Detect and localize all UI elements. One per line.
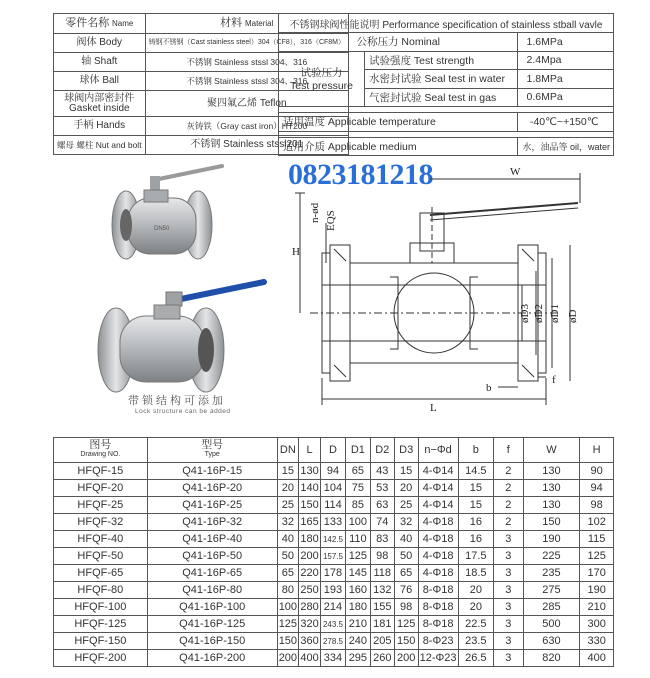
cell-d: 214 xyxy=(321,599,346,616)
header-type-cn: 型号 xyxy=(201,439,224,451)
cell-b: 23.5 xyxy=(458,633,494,650)
table-row xyxy=(54,497,614,514)
dimensions-header-row xyxy=(54,438,614,463)
cell-drawing-no: HFQF-150 xyxy=(54,633,148,650)
table-row xyxy=(54,599,614,616)
header-d1: D1 xyxy=(345,438,370,463)
cell-nd: 4-Φ14 xyxy=(418,497,458,514)
header-d3: D3 xyxy=(394,438,418,463)
dimensions-table xyxy=(53,437,614,667)
cell-d3: 150 xyxy=(394,633,418,650)
svg-text:DN50: DN50 xyxy=(154,226,170,232)
cell-nd: 8-Φ18 xyxy=(418,582,458,599)
header-type xyxy=(147,438,277,463)
valve-section-drawing xyxy=(290,163,610,415)
cell-dn: 20 xyxy=(277,480,298,497)
cell-d3: 98 xyxy=(394,599,418,616)
performance-table xyxy=(278,13,614,156)
header-f: f xyxy=(494,438,523,463)
temperature-value: -40℃~+150℃ xyxy=(518,113,614,132)
cell-l: 200 xyxy=(299,548,321,565)
performance-title: 不锈钢球阀性能说明 Performance specification of stainless stball vavle xyxy=(279,14,614,33)
cell-b: 26.5 xyxy=(458,650,494,667)
cell-dn: 40 xyxy=(277,531,298,548)
temperature-label: 适用温度 Applicable temperature xyxy=(279,113,518,132)
test-pressure-cn: 试验压力 xyxy=(300,67,343,80)
cell-d3: 200 xyxy=(394,650,418,667)
performance-row xyxy=(279,113,614,132)
cell-d3: 125 xyxy=(394,616,418,633)
header-b: b xyxy=(458,438,494,463)
materials-header-part xyxy=(54,14,146,34)
header-part-en: Name xyxy=(112,19,134,28)
cell-type: Q41-16P-125 xyxy=(147,616,277,633)
cell-h: 115 xyxy=(580,531,614,548)
materials-part: 球体 Ball xyxy=(54,72,146,91)
materials-material: 不锈钢 Stainless stssl201 xyxy=(145,136,348,155)
materials-part: 螺母 螺柱 Nut and bolt xyxy=(54,136,146,155)
cell-type: Q41-16P-25 xyxy=(147,497,277,514)
table-row xyxy=(54,616,614,633)
cell-w: 235 xyxy=(523,565,580,582)
header-part-cn: 零件名称 xyxy=(65,17,110,29)
materials-part-line2: Gasket inside xyxy=(68,102,130,114)
cell-l: 320 xyxy=(299,616,321,633)
table-row xyxy=(54,565,614,582)
cell-l: 140 xyxy=(299,480,321,497)
cell-h: 330 xyxy=(580,633,614,650)
cell-d2: 118 xyxy=(370,565,394,582)
cell-h: 90 xyxy=(580,463,614,480)
cell-type: Q41-16P-32 xyxy=(147,514,277,531)
dimensions-body xyxy=(54,463,614,667)
cell-h: 170 xyxy=(580,565,614,582)
cell-d: 178 xyxy=(321,565,346,582)
test-pressure-en: Test pressure xyxy=(289,80,354,93)
cell-d: 133 xyxy=(321,514,346,531)
cell-drawing-no: HFQF-200 xyxy=(54,650,148,667)
test-item-label: 气密封试验 Seal test in gas xyxy=(365,88,518,107)
cell-nd: 4-Φ18 xyxy=(418,565,458,582)
cell-dn: 80 xyxy=(277,582,298,599)
header-drawing-no-cn: 图号 xyxy=(89,439,112,451)
materials-material: 铸钢不锈钢（Cast stainless steel）304（CF8），316（CF8M） xyxy=(145,34,348,53)
cell-b: 15 xyxy=(458,480,494,497)
cell-dn: 200 xyxy=(277,650,298,667)
materials-part: 轴 Shaft xyxy=(54,53,146,72)
cell-drawing-no: HFQF-25 xyxy=(54,497,148,514)
cell-d: 193 xyxy=(321,582,346,599)
cell-b: 20 xyxy=(458,599,494,616)
header-type-en: Type xyxy=(204,451,220,458)
cell-drawing-no: HFQF-100 xyxy=(54,599,148,616)
table-row xyxy=(54,463,614,480)
cell-d2: 205 xyxy=(370,633,394,650)
table-row xyxy=(54,480,614,497)
cell-d2: 98 xyxy=(370,548,394,565)
medium-label: 适用介质 Applicable medium xyxy=(279,137,518,156)
cell-w: 285 xyxy=(523,599,580,616)
cell-b: 16 xyxy=(458,531,494,548)
cell-drawing-no: HFQF-50 xyxy=(54,548,148,565)
cell-type: Q41-16P-15 xyxy=(147,463,277,480)
cell-h: 94 xyxy=(580,480,614,497)
cell-d2: 74 xyxy=(370,514,394,531)
cell-nd: 8-Φ23 xyxy=(418,633,458,650)
cell-dn: 125 xyxy=(277,616,298,633)
header-l: L xyxy=(299,438,321,463)
cell-f: 2 xyxy=(494,480,523,497)
cell-l: 280 xyxy=(299,599,321,616)
cell-drawing-no: HFQF-125 xyxy=(54,616,148,633)
cell-d2: 181 xyxy=(370,616,394,633)
table-row xyxy=(54,514,614,531)
cell-type: Q41-16P-40 xyxy=(147,531,277,548)
cell-d1: 160 xyxy=(345,582,370,599)
cell-d2: 83 xyxy=(370,531,394,548)
cell-w: 630 xyxy=(523,633,580,650)
cell-w: 225 xyxy=(523,548,580,565)
cell-b: 22.5 xyxy=(458,616,494,633)
cell-d: 94 xyxy=(321,463,346,480)
cell-d: 114 xyxy=(321,497,346,514)
cell-d1: 75 xyxy=(345,480,370,497)
cell-h: 98 xyxy=(580,497,614,514)
header-dn: DN xyxy=(277,438,298,463)
cell-w: 820 xyxy=(523,650,580,667)
cell-drawing-no: HFQF-65 xyxy=(54,565,148,582)
cell-d: 142.5 xyxy=(321,531,346,548)
valve-photo-blue-handle xyxy=(98,282,264,392)
valve-photo-gray-handle xyxy=(112,166,222,259)
cell-f: 2 xyxy=(494,514,523,531)
cell-l: 220 xyxy=(299,565,321,582)
cell-h: 102 xyxy=(580,514,614,531)
materials-material: 不锈钢 Stainless stssl 304、316 xyxy=(145,72,348,91)
cell-l: 360 xyxy=(299,633,321,650)
dim-eqs-label: EQS xyxy=(325,210,337,231)
performance-row xyxy=(279,137,614,156)
cell-dn: 50 xyxy=(277,548,298,565)
cell-drawing-no: HFQF-80 xyxy=(54,582,148,599)
valve-photos xyxy=(88,160,278,410)
cell-f: 3 xyxy=(494,531,523,548)
lock-caption-cn: 带锁结构可添加 xyxy=(128,395,226,407)
cell-d3: 50 xyxy=(394,548,418,565)
table-row xyxy=(54,633,614,650)
cell-h: 190 xyxy=(580,582,614,599)
test-item-label: 水密封试验 Seal test in water xyxy=(365,70,518,89)
cell-drawing-no: HFQF-32 xyxy=(54,514,148,531)
materials-part-line1: 球阀内部密封件 xyxy=(64,92,135,104)
cell-dn: 15 xyxy=(277,463,298,480)
cell-w: 130 xyxy=(523,480,580,497)
cell-dn: 100 xyxy=(277,599,298,616)
cell-type: Q41-16P-100 xyxy=(147,599,277,616)
cell-d1: 85 xyxy=(345,497,370,514)
cell-d3: 25 xyxy=(394,497,418,514)
cell-d3: 32 xyxy=(394,514,418,531)
cell-w: 190 xyxy=(523,531,580,548)
cell-dn: 65 xyxy=(277,565,298,582)
dim-b-label: b xyxy=(486,382,492,394)
header-material-cn: 材料 xyxy=(220,17,243,29)
cell-dn: 25 xyxy=(277,497,298,514)
cell-d3: 20 xyxy=(394,480,418,497)
test-pressure-label xyxy=(279,51,365,107)
cell-d1: 100 xyxy=(345,514,370,531)
dim-nd-label: n-ød xyxy=(309,202,321,223)
cell-nd: 8-Φ18 xyxy=(418,616,458,633)
cell-d1: 240 xyxy=(345,633,370,650)
cell-f: 3 xyxy=(494,582,523,599)
nominal-value: 1.6MPa xyxy=(518,33,614,52)
cell-d: 104 xyxy=(321,480,346,497)
materials-material: 灰铸铁（Gray cast iron）HT200 xyxy=(145,117,348,136)
dim-h-label: H xyxy=(292,246,300,258)
cell-f: 3 xyxy=(494,565,523,582)
cell-d1: 145 xyxy=(345,565,370,582)
cell-d: 157.5 xyxy=(321,548,346,565)
cell-w: 150 xyxy=(523,514,580,531)
cell-b: 18.5 xyxy=(458,565,494,582)
cell-drawing-no: HFQF-40 xyxy=(54,531,148,548)
materials-material: 不锈钢 Stainless stssl 304、316 xyxy=(145,53,348,72)
table-row xyxy=(54,548,614,565)
cell-l: 130 xyxy=(299,463,321,480)
materials-part: 手柄 Hands xyxy=(54,117,146,136)
dim-d2-label: øD2 xyxy=(533,304,545,323)
materials-part xyxy=(54,91,146,117)
cell-w: 130 xyxy=(523,463,580,480)
header-d2: D2 xyxy=(370,438,394,463)
cell-l: 150 xyxy=(299,497,321,514)
cell-drawing-no: HFQF-20 xyxy=(54,480,148,497)
header-w: W xyxy=(523,438,580,463)
header-h: H xyxy=(580,438,614,463)
dim-d3-label: øD3 xyxy=(519,304,531,323)
performance-row xyxy=(279,33,614,52)
cell-f: 3 xyxy=(494,548,523,565)
cell-b: 17.5 xyxy=(458,548,494,565)
phone-number: 0823181218 xyxy=(288,158,433,191)
table-row xyxy=(54,582,614,599)
cell-d1: 110 xyxy=(345,531,370,548)
cell-b: 15 xyxy=(458,497,494,514)
cell-b: 20 xyxy=(458,582,494,599)
test-item-value: 0.6MPa xyxy=(518,88,614,107)
dim-w-label: W xyxy=(510,166,521,178)
lock-caption-en: Lock structure can be added xyxy=(135,408,231,415)
cell-l: 400 xyxy=(299,650,321,667)
cell-f: 2 xyxy=(494,497,523,514)
cell-w: 275 xyxy=(523,582,580,599)
medium-value: 水，油品等 oil，water xyxy=(518,137,614,156)
table-row xyxy=(54,531,614,548)
cell-h: 125 xyxy=(580,548,614,565)
cell-b: 14.5 xyxy=(458,463,494,480)
cell-h: 400 xyxy=(580,650,614,667)
header-material-en: Material xyxy=(244,19,274,28)
cell-d3: 76 xyxy=(394,582,418,599)
cell-f: 3 xyxy=(494,616,523,633)
cell-d2: 260 xyxy=(370,650,394,667)
cell-b: 16 xyxy=(458,514,494,531)
cell-type: Q41-16P-50 xyxy=(147,548,277,565)
cell-nd: 8-Φ18 xyxy=(418,599,458,616)
dim-l-label: L xyxy=(430,402,437,414)
cell-nd: 4-Φ14 xyxy=(418,480,458,497)
cell-drawing-no: HFQF-15 xyxy=(54,463,148,480)
cell-type: Q41-16P-200 xyxy=(147,650,277,667)
cell-nd: 4-Φ18 xyxy=(418,514,458,531)
nominal-label: 公称压力 Nominal xyxy=(279,33,518,52)
header-drawing-no xyxy=(54,438,148,463)
cell-d1: 125 xyxy=(345,548,370,565)
cell-w: 500 xyxy=(523,616,580,633)
cell-h: 210 xyxy=(580,599,614,616)
cell-f: 3 xyxy=(494,650,523,667)
cell-nd: 4-Φ14 xyxy=(418,463,458,480)
cell-d: 243.5 xyxy=(321,616,346,633)
cell-d2: 155 xyxy=(370,599,394,616)
cell-d1: 295 xyxy=(345,650,370,667)
header-d: D xyxy=(321,438,346,463)
dim-f-label: f xyxy=(552,374,556,386)
cell-type: Q41-16P-150 xyxy=(147,633,277,650)
header-nd: n−Φd xyxy=(418,438,458,463)
cell-w: 130 xyxy=(523,497,580,514)
cell-d: 334 xyxy=(321,650,346,667)
cell-d2: 43 xyxy=(370,463,394,480)
cell-d3: 40 xyxy=(394,531,418,548)
cell-dn: 150 xyxy=(277,633,298,650)
cell-dn: 32 xyxy=(277,514,298,531)
cell-f: 3 xyxy=(494,599,523,616)
cell-type: Q41-16P-65 xyxy=(147,565,277,582)
test-item-value: 1.8MPa xyxy=(518,70,614,89)
table-row xyxy=(54,650,614,667)
dim-d-label: øD xyxy=(567,309,579,323)
header-drawing-no-en: Drawing NO. xyxy=(80,451,121,458)
cell-l: 165 xyxy=(299,514,321,531)
materials-part: 阀体 Body xyxy=(54,34,146,53)
cell-d3: 15 xyxy=(394,463,418,480)
cell-l: 180 xyxy=(299,531,321,548)
cell-nd: 4-Φ18 xyxy=(418,531,458,548)
cell-d2: 53 xyxy=(370,480,394,497)
cell-d3: 65 xyxy=(394,565,418,582)
cell-type: Q41-16P-20 xyxy=(147,480,277,497)
cell-d1: 65 xyxy=(345,463,370,480)
cell-type: Q41-16P-80 xyxy=(147,582,277,599)
test-item-label: 试验强度 Test strength xyxy=(365,51,518,70)
cell-f: 3 xyxy=(494,633,523,650)
cell-d: 278.5 xyxy=(321,633,346,650)
dim-d1-label: øD1 xyxy=(549,304,561,323)
cell-d1: 180 xyxy=(345,599,370,616)
cell-h: 300 xyxy=(580,616,614,633)
test-item-value: 2.4Mpa xyxy=(518,51,614,70)
cell-d1: 210 xyxy=(345,616,370,633)
cell-d2: 132 xyxy=(370,582,394,599)
materials-material: 聚四氟乙烯 Teflon xyxy=(145,91,348,117)
cell-nd: 12-Φ23 xyxy=(418,650,458,667)
cell-d2: 63 xyxy=(370,497,394,514)
cell-l: 250 xyxy=(299,582,321,599)
performance-row xyxy=(279,51,614,70)
cell-nd: 4-Φ18 xyxy=(418,548,458,565)
cell-f: 2 xyxy=(494,463,523,480)
